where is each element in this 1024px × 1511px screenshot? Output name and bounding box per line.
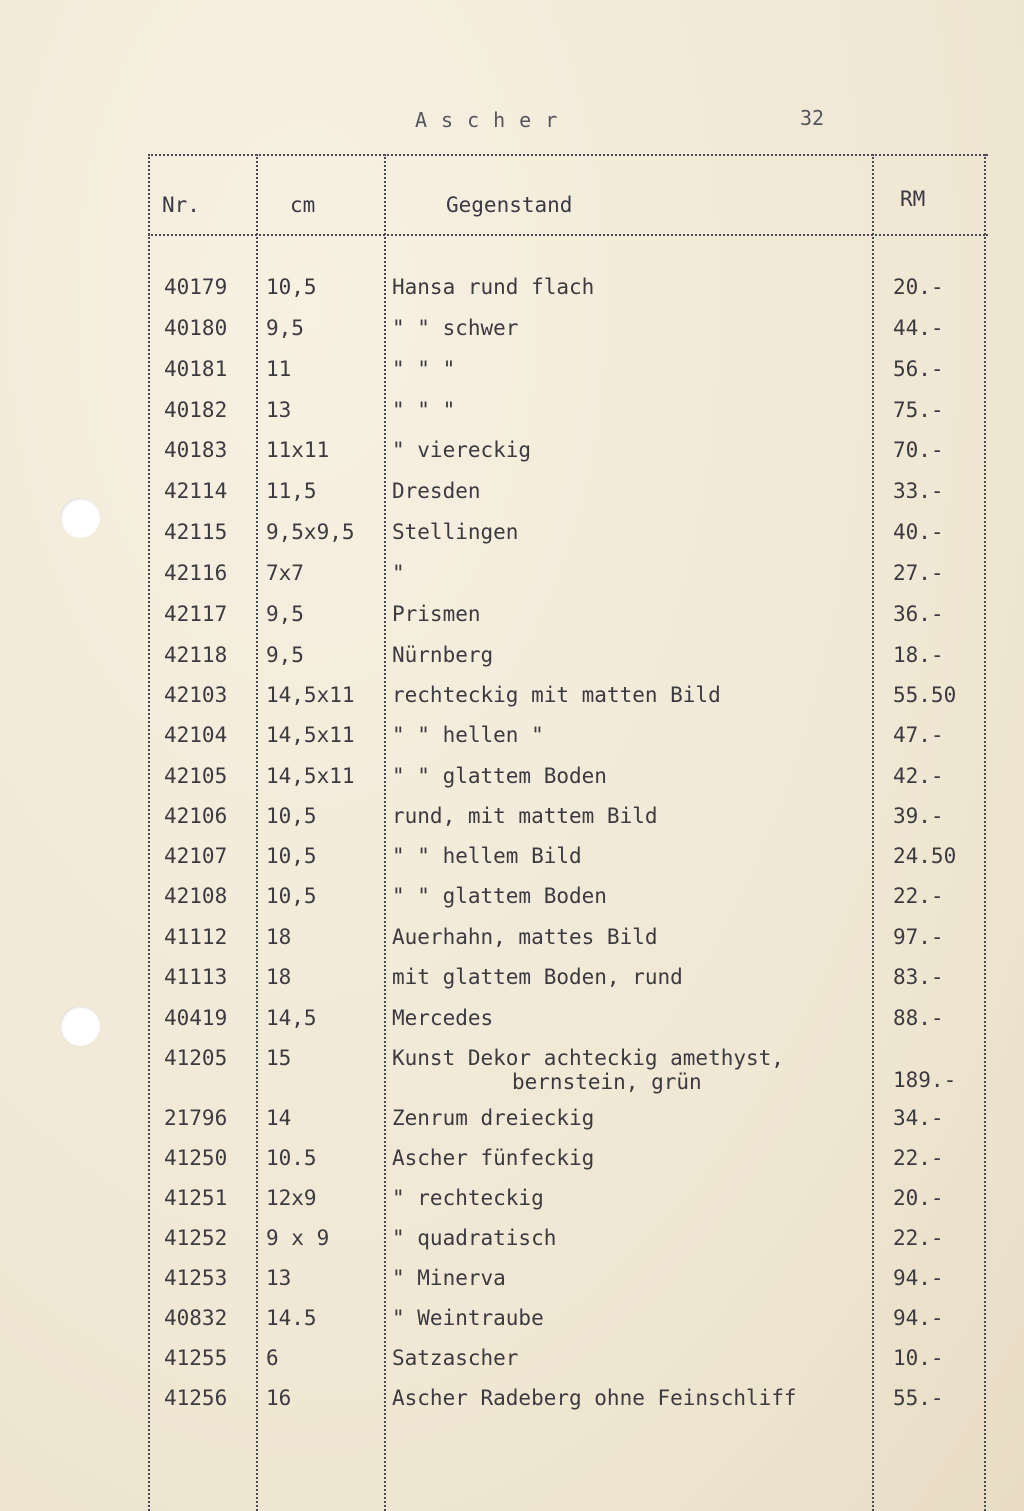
item-description-continued: bernstein, grün	[512, 1070, 702, 1094]
item-size-cm: 14,5x11	[266, 764, 355, 788]
item-size-cm: 11x11	[266, 438, 330, 462]
table-row	[0, 1226, 1024, 1266]
item-number: 41112	[164, 925, 228, 949]
item-price-rm: 189.-	[893, 1068, 957, 1092]
item-price-rm: 83.-	[893, 965, 944, 989]
item-number: 40182	[164, 398, 228, 422]
item-price-rm: 94.-	[893, 1306, 944, 1330]
item-size-cm: 9 x 9	[266, 1226, 330, 1250]
table-row	[0, 804, 1024, 844]
item-number: 40181	[164, 357, 228, 381]
item-description: Kunst Dekor achteckig amethyst,	[392, 1046, 784, 1070]
item-number: 40419	[164, 1006, 228, 1030]
table-row	[0, 1266, 1024, 1306]
item-price-rm: 56.-	[893, 357, 944, 381]
table-row	[0, 357, 1024, 397]
item-description: " " glattem Boden	[392, 884, 607, 908]
item-size-cm: 11,5	[266, 479, 317, 503]
item-price-rm: 42.-	[893, 764, 944, 788]
item-price-rm: 22.-	[893, 1226, 944, 1250]
item-description: "	[392, 561, 405, 585]
table-row	[0, 1186, 1024, 1226]
item-description: " " "	[392, 398, 456, 422]
item-number: 42115	[164, 520, 228, 544]
item-size-cm: 14.5	[266, 1306, 317, 1330]
item-number: 40183	[164, 438, 228, 462]
item-size-cm: 16	[266, 1386, 292, 1410]
item-description: " quadratisch	[392, 1226, 557, 1250]
item-number: 41113	[164, 965, 228, 989]
item-description: Hansa rund flach	[392, 275, 595, 299]
item-price-rm: 34.-	[893, 1106, 944, 1130]
item-size-cm: 9,5x9,5	[266, 520, 355, 544]
table-row	[0, 561, 1024, 601]
item-size-cm: 9,5	[266, 316, 304, 340]
item-size-cm: 18	[266, 925, 292, 949]
item-description: Dresden	[392, 479, 481, 503]
item-number: 42104	[164, 723, 228, 747]
item-number: 40832	[164, 1306, 228, 1330]
item-price-rm: 88.-	[893, 1006, 944, 1030]
item-number: 42107	[164, 844, 228, 868]
item-price-rm: 55.50	[893, 683, 957, 707]
table-row	[0, 1106, 1024, 1146]
item-number: 41256	[164, 1386, 228, 1410]
item-description: Ascher Radeberg ohne Feinschliff	[392, 1386, 797, 1410]
item-number: 21796	[164, 1106, 228, 1130]
item-description: " " glattem Boden	[392, 764, 607, 788]
item-price-rm: 55.-	[893, 1386, 944, 1410]
table-row	[0, 683, 1024, 723]
item-size-cm: 14,5x11	[266, 723, 355, 747]
item-number: 42108	[164, 884, 228, 908]
item-description: " " "	[392, 357, 456, 381]
item-size-cm: 18	[266, 965, 292, 989]
table-row	[0, 479, 1024, 519]
item-number: 41250	[164, 1146, 228, 1170]
item-price-rm: 20.-	[893, 1186, 944, 1210]
item-number: 41252	[164, 1226, 228, 1250]
table-row	[0, 1046, 1024, 1094]
item-description: Prismen	[392, 602, 481, 626]
table-top-border	[148, 154, 988, 156]
item-description: Zenrum dreieckig	[392, 1106, 595, 1130]
item-size-cm: 14,5	[266, 1006, 317, 1030]
item-price-rm: 40.-	[893, 520, 944, 544]
item-price-rm: 22.-	[893, 884, 944, 908]
item-number: 42118	[164, 643, 228, 667]
item-description: Stellingen	[392, 520, 519, 544]
item-number: 42117	[164, 602, 228, 626]
table-row	[0, 844, 1024, 884]
item-description: mit glattem Boden, rund	[392, 965, 683, 989]
column-header-nr: Nr.	[162, 193, 200, 217]
table-row	[0, 1146, 1024, 1186]
item-size-cm: 7x7	[266, 561, 304, 585]
table-row	[0, 438, 1024, 478]
table-row	[0, 764, 1024, 804]
page-number: 32	[800, 106, 825, 130]
item-description: " Minerva	[392, 1266, 506, 1290]
item-size-cm: 6	[266, 1346, 279, 1370]
item-description: Auerhahn, mattes Bild	[392, 925, 658, 949]
item-price-rm: 44.-	[893, 316, 944, 340]
item-description: Satzascher	[392, 1346, 519, 1370]
item-price-rm: 22.-	[893, 1146, 944, 1170]
table-header-border	[148, 234, 988, 236]
item-size-cm: 13	[266, 398, 292, 422]
item-price-rm: 97.-	[893, 925, 944, 949]
item-price-rm: 75.-	[893, 398, 944, 422]
item-number: 42116	[164, 561, 228, 585]
page-title: Ascher	[415, 108, 572, 132]
item-size-cm: 13	[266, 1266, 292, 1290]
item-size-cm: 15	[266, 1046, 292, 1070]
column-header-gegenstand: Gegenstand	[446, 193, 573, 217]
item-description: " " hellen "	[392, 723, 544, 747]
item-price-rm: 27.-	[893, 561, 944, 585]
item-number: 40180	[164, 316, 228, 340]
item-size-cm: 10,5	[266, 275, 317, 299]
table-row	[0, 723, 1024, 763]
item-size-cm: 10,5	[266, 844, 317, 868]
item-price-rm: 10.-	[893, 1346, 944, 1370]
item-price-rm: 47.-	[893, 723, 944, 747]
item-price-rm: 39.-	[893, 804, 944, 828]
item-description: rechteckig mit matten Bild	[392, 683, 721, 707]
item-description: " Weintraube	[392, 1306, 544, 1330]
item-number: 42105	[164, 764, 228, 788]
item-price-rm: 20.-	[893, 275, 944, 299]
item-description: Nürnberg	[392, 643, 494, 667]
table-row	[0, 643, 1024, 683]
column-header-cm: cm	[290, 193, 316, 217]
item-size-cm: 10,5	[266, 884, 317, 908]
table-row	[0, 1306, 1024, 1346]
table-row	[0, 1006, 1024, 1046]
item-description: " " schwer	[392, 316, 519, 340]
table-row	[0, 925, 1024, 965]
item-size-cm: 14	[266, 1106, 292, 1130]
item-size-cm: 9,5	[266, 602, 304, 626]
item-number: 41253	[164, 1266, 228, 1290]
table-row	[0, 275, 1024, 315]
table-row	[0, 316, 1024, 356]
item-number: 41255	[164, 1346, 228, 1370]
table-row	[0, 520, 1024, 560]
item-size-cm: 10,5	[266, 804, 317, 828]
item-size-cm: 12x9	[266, 1186, 317, 1210]
item-description: Mercedes	[392, 1006, 494, 1030]
item-description: Ascher fünfeckig	[392, 1146, 595, 1170]
item-price-rm: 24.50	[893, 844, 957, 868]
table-row	[0, 1346, 1024, 1386]
item-number: 42114	[164, 479, 228, 503]
item-description: rund, mit mattem Bild	[392, 804, 658, 828]
item-number: 41205	[164, 1046, 228, 1070]
table-row	[0, 602, 1024, 642]
table-row	[0, 965, 1024, 1005]
item-price-rm: 36.-	[893, 602, 944, 626]
table-row	[0, 884, 1024, 924]
item-size-cm: 10.5	[266, 1146, 317, 1170]
item-price-rm: 94.-	[893, 1266, 944, 1290]
item-number: 41251	[164, 1186, 228, 1210]
item-price-rm: 33.-	[893, 479, 944, 503]
item-number: 42106	[164, 804, 228, 828]
item-description: " viereckig	[392, 438, 532, 462]
item-size-cm: 9,5	[266, 643, 304, 667]
item-size-cm: 14,5x11	[266, 683, 355, 707]
item-description: " rechteckig	[392, 1186, 544, 1210]
item-description: " " hellem Bild	[392, 844, 582, 868]
table-row	[0, 398, 1024, 438]
item-number: 40179	[164, 275, 228, 299]
table-row	[0, 1386, 1024, 1426]
column-header-rm: RM	[900, 187, 926, 211]
item-price-rm: 18.-	[893, 643, 944, 667]
item-price-rm: 70.-	[893, 438, 944, 462]
item-number: 42103	[164, 683, 228, 707]
item-size-cm: 11	[266, 357, 292, 381]
